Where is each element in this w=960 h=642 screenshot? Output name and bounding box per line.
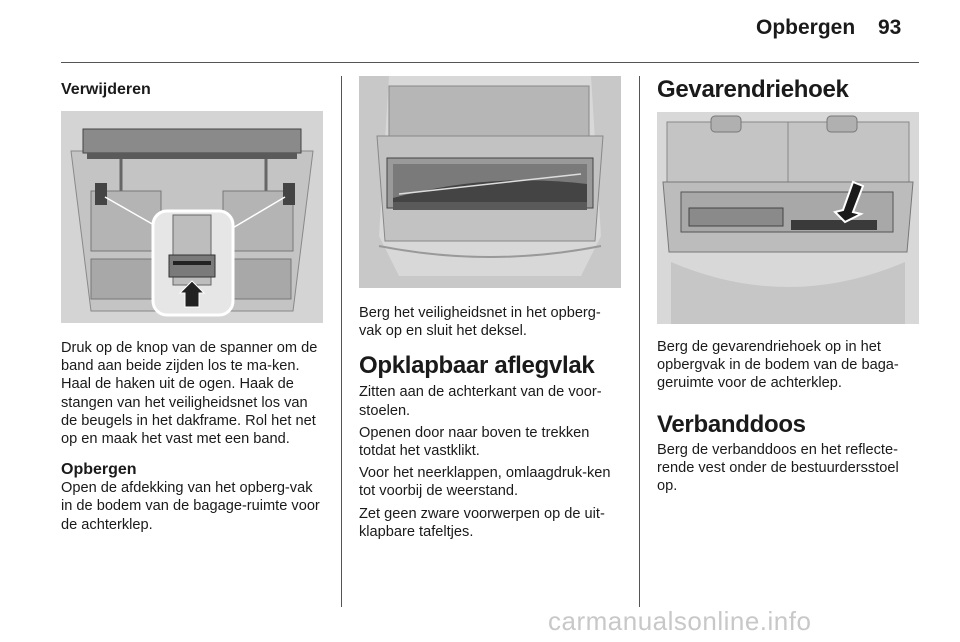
header-rule <box>61 62 919 63</box>
column-divider-2 <box>639 76 640 607</box>
heading-opbergen: Opbergen <box>61 461 137 479</box>
safety-net-illustration <box>61 111 323 323</box>
figure-warning-triangle <box>657 112 919 324</box>
heading-opklapbaar-aflegvlak: Opklapbaar aflegvlak <box>359 352 595 380</box>
paragraph-store-net: Berg het veiligheidsnet in het opberg-vak op en sluit het deksel. <box>359 305 601 340</box>
figure-safety-net-removal <box>61 111 323 323</box>
watermark: carmanualsonline.info <box>548 606 812 636</box>
heading-verwijderen: Verwijderen <box>61 81 151 98</box>
paragraph-tables-warning: Zet geen zware voorwerpen op de uit-klapbare tafeltjes. <box>359 505 605 540</box>
column-divider-1 <box>341 76 342 607</box>
page-header-title: Opbergen <box>756 16 856 39</box>
paragraph-verbanddoos: Berg de verbanddoos en het reflecte-rende vest onder de bestuurdersstoel op. <box>657 441 899 495</box>
page-number: 93 <box>878 16 902 39</box>
paragraph-tables-location: Zitten aan de achterkant van de voor-stoelen. <box>359 384 602 419</box>
paragraph-opbergen: Open de afdekking van het opberg-vak in de bodem van de bagage-ruimte voor de achterklep. <box>61 480 320 533</box>
paragraph-tables-fold: Voor het neerklappen, omlaagdruk-ken tot voorbij de weerstand. <box>359 465 611 500</box>
paragraph-gevarendriehoek: Berg de gevarendriehoek op in het opbergvak in de bodem van de baga-geruimte voor de achterklep. <box>657 339 899 392</box>
heading-verbanddoos: Verbanddoos <box>657 410 806 438</box>
paragraph-tables-open: Openen door naar boven te trekken totdat het vastklikt. <box>359 424 590 460</box>
warning-triangle-illustration <box>657 112 919 324</box>
heading-gevarendriehoek: Gevarendriehoek <box>657 76 849 103</box>
paragraph-verwijderen: Druk op de knop van de spanner om de band aan beide zijden los te ma-ken. Haal de haken uit de ogen. Haak de stangen van het veiligheidsnet los van de beugels in het dakframe. Rol het net op en maak het vast met een band. <box>61 340 318 448</box>
column-middle <box>359 76 623 541</box>
storage-compartment-illustration <box>359 76 621 288</box>
figure-storage-compartment <box>359 76 621 288</box>
column-right <box>657 76 921 495</box>
column-left <box>61 76 325 534</box>
